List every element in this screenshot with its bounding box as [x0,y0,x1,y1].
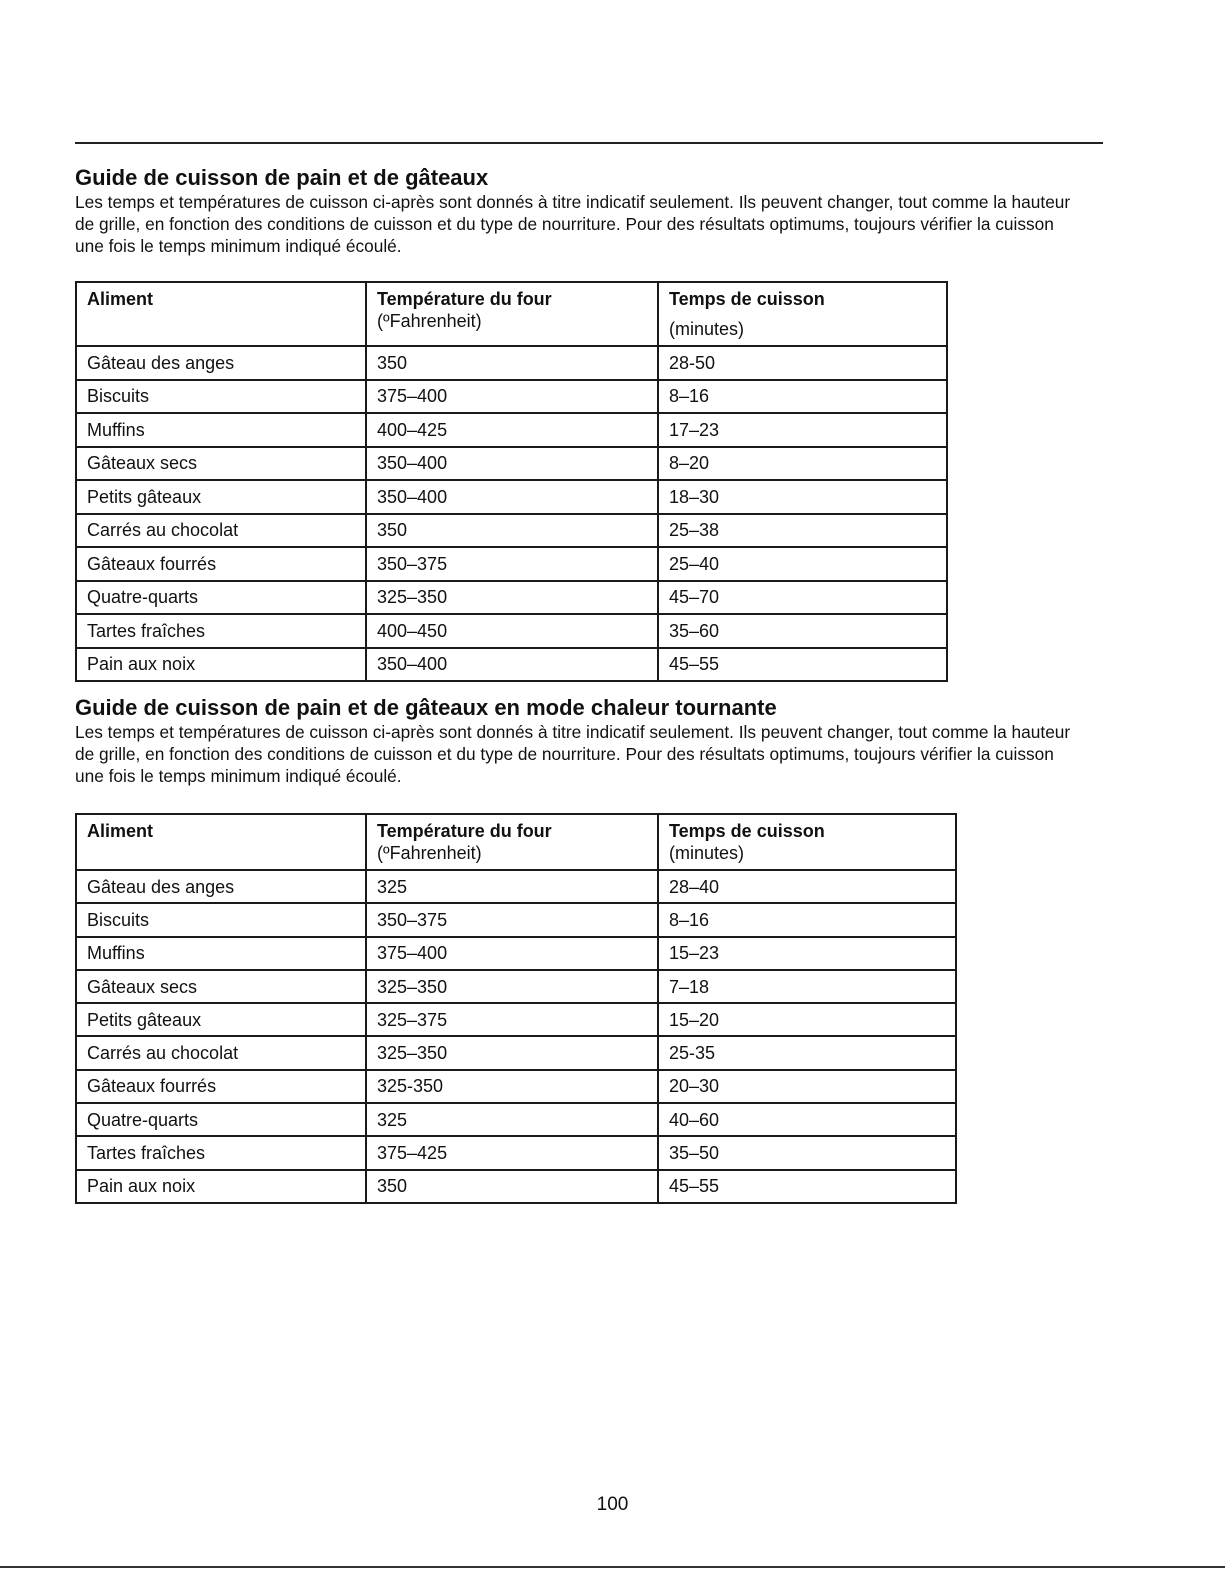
cell-temperature: 325 [366,1103,658,1136]
cell-temperature: 400–425 [366,413,658,447]
table-row [76,614,947,648]
cell-temperature: 325–350 [366,1036,658,1069]
header-time [658,282,947,346]
cell-time: 45–55 [658,1170,956,1203]
baking-table [75,281,948,682]
convection-table [75,813,957,1204]
cell-time: 15–23 [658,937,956,970]
table-header-row [76,814,956,870]
table-row [76,903,956,936]
table-row [76,1070,956,1103]
cell-food: Pain aux noix [76,648,366,682]
cell-time: 40–60 [658,1103,956,1136]
cell-temperature: 350 [366,346,658,380]
header-label: Température du four [377,821,552,841]
cell-food: Gâteaux secs [76,970,366,1003]
header-food [76,814,366,870]
page-number: 100 [596,1494,629,1515]
cell-food: Biscuits [76,380,366,414]
cell-food: Quatre-quarts [76,1103,366,1136]
header-label: Aliment [87,289,154,309]
cell-temperature: 325-350 [366,1070,658,1103]
cell-time: 35–60 [658,614,947,648]
section-title: Guide de cuisson de pain et de gâteaux en mode chaleur tournante [75,695,777,720]
cell-time: 8–16 [658,903,956,936]
header-label: Aliment [87,821,154,841]
cell-temperature: 350–400 [366,480,658,514]
table-row [76,1036,956,1069]
cell-temperature: 350–400 [366,447,658,481]
header-unit: (minutes) [669,319,745,339]
cell-time: 45–55 [658,648,947,682]
cell-time: 8–20 [658,447,947,481]
cell-time: 20–30 [658,1070,956,1103]
header-unit: (ºFahrenheit) [377,311,482,331]
table-body [76,346,947,681]
table-row [76,870,956,903]
cell-time: 45–70 [658,581,947,615]
cell-time: 25–38 [658,514,947,548]
cell-food: Gâteaux fourrés [76,547,366,581]
cell-temperature: 375–400 [366,380,658,414]
section-convection-guide [75,695,1075,1197]
cell-time: 35–50 [658,1136,956,1169]
table-header-row [76,282,947,346]
header-label: Temps de cuisson [669,821,825,841]
header-unit: (ºFahrenheit) [377,843,482,863]
cell-time: 28-50 [658,346,947,380]
cell-temperature: 400–450 [366,614,658,648]
cell-temperature: 325–350 [366,581,658,615]
cell-food: Petits gâteaux [76,480,366,514]
section-baking-guide [75,165,1075,675]
header-temperature [366,814,658,870]
table-row [76,581,947,615]
cell-food: Tartes fraîches [76,1136,366,1169]
cell-food: Tartes fraîches [76,614,366,648]
table-row [76,937,956,970]
cell-temperature: 325–350 [366,970,658,1003]
top-divider [75,142,1103,144]
header-food [76,282,366,346]
cell-temperature: 350 [366,514,658,548]
header-temperature [366,282,658,346]
section-intro: Les temps et températures de cuisson ci-après sont donnés à titre indicatif seulement. Ils peuvent changer, tout comme la hauteur de grille, en fonction des conditions de cuisson et du type de nourriture. Pour des résultats optimums, toujours vérifier la cuisson une fois le temps minimum indiqué écoulé. [75,722,1071,786]
cell-temperature: 350 [366,1170,658,1203]
table-row [76,1136,956,1169]
section-title: Guide de cuisson de pain et de gâteaux [75,165,489,190]
cell-time: 25-35 [658,1036,956,1069]
table-row [76,970,956,1003]
cell-temperature: 325 [366,870,658,903]
cell-food: Gâteaux secs [76,447,366,481]
cell-temperature: 350–400 [366,648,658,682]
table-row [76,346,947,380]
header-label: Température du four [377,289,552,309]
header-label: Temps de cuisson [669,289,825,309]
table-row [76,413,947,447]
cell-food: Quatre-quarts [76,581,366,615]
table-row [76,514,947,548]
cell-time: 28–40 [658,870,956,903]
cell-food: Biscuits [76,903,366,936]
header-time [658,814,956,870]
cell-time: 18–30 [658,480,947,514]
cell-temperature: 375–425 [366,1136,658,1169]
header-unit: (minutes) [669,843,745,863]
cell-temperature: 350–375 [366,903,658,936]
table-row [76,1170,956,1203]
table-row [76,447,947,481]
table-row [76,480,947,514]
cell-food: Gâteaux fourrés [76,1070,366,1103]
cell-food: Gâteau des anges [76,346,366,380]
cell-time: 8–16 [658,380,947,414]
section-intro: Les temps et températures de cuisson ci-après sont donnés à titre indicatif seulement. Ils peuvent changer, tout comme la hauteur de grille, en fonction des conditions de cuisson et du type de nourriture. Pour des résultats optimums, toujours vérifier la cuisson une fois le temps minimum indiqué écoulé. [75,192,1071,256]
cell-food: Petits gâteaux [76,1003,366,1036]
cell-time: 15–20 [658,1003,956,1036]
cell-food: Muffins [76,937,366,970]
table-row [76,547,947,581]
table-row [76,1103,956,1136]
cell-temperature: 350–375 [366,547,658,581]
table-row [76,648,947,682]
cell-food: Pain aux noix [76,1170,366,1203]
cell-food: Gâteau des anges [76,870,366,903]
cell-time: 17–23 [658,413,947,447]
bottom-divider [0,1566,1225,1568]
cell-time: 7–18 [658,970,956,1003]
cell-temperature: 325–375 [366,1003,658,1036]
table-row [76,1003,956,1036]
cell-food: Carrés au chocolat [76,514,366,548]
cell-food: Muffins [76,413,366,447]
table-row [76,380,947,414]
cell-food: Carrés au chocolat [76,1036,366,1069]
cell-temperature: 375–400 [366,937,658,970]
cell-time: 25–40 [658,547,947,581]
table-body [76,870,956,1203]
